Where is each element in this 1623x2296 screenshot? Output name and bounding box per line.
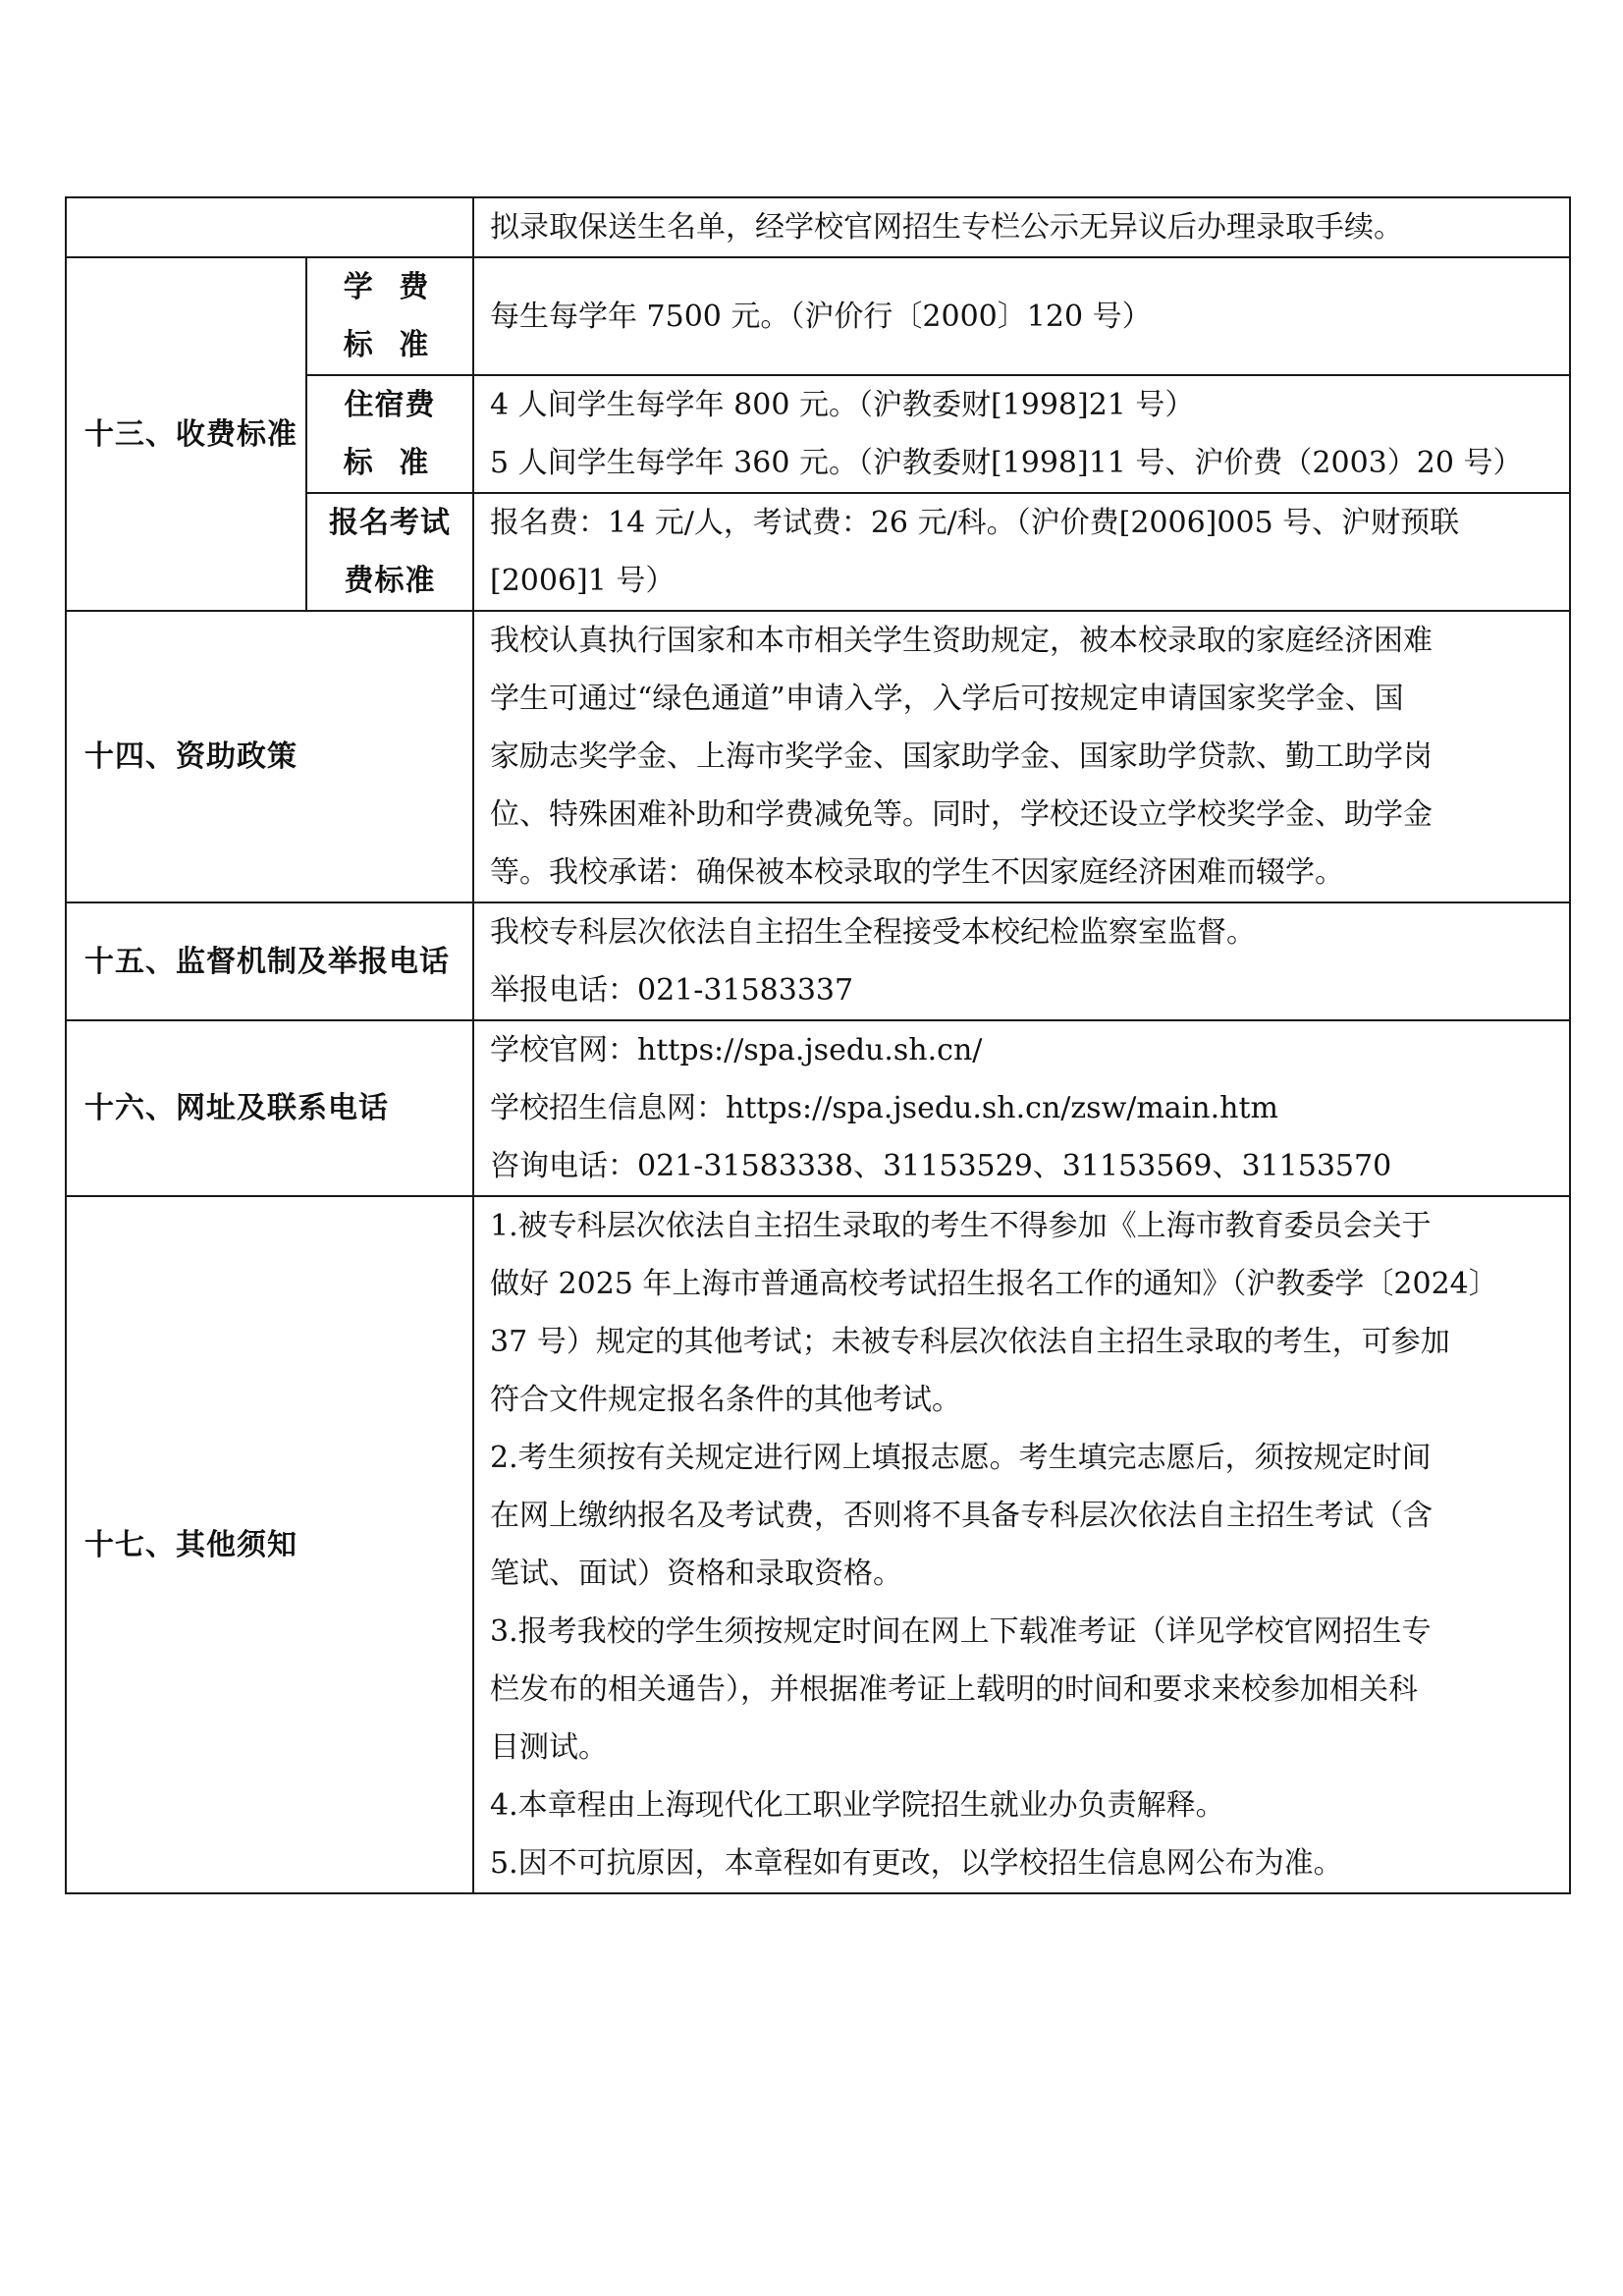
table-row-tuition bbox=[66, 257, 1570, 375]
official-site-link[interactable]: 学校官网：https://spa.jsedu.sh.cn/ bbox=[490, 1033, 983, 1067]
admissions-site-link[interactable]: 学校招生信息网：https://spa.jsedu.sh.cn/zsw/main.htm bbox=[490, 1091, 1278, 1125]
tuition-content: 每生每学年 7500 元。（沪价行〔2000〕120 号） bbox=[473, 257, 1570, 375]
exam-fee-label: 报名考试 费标准 bbox=[306, 493, 473, 611]
supervision-content: 我校专科层次依法自主招生全程接受本校纪检监察室监督。 举报电话：021-31583337 bbox=[473, 902, 1570, 1020]
section-14-label: 十四、资助政策 bbox=[66, 611, 473, 902]
previous-row-content: 拟录取保送生名单，经学校官网招生专栏公示无异议后办理录取手续。 bbox=[473, 197, 1570, 257]
table-row-contacts bbox=[66, 1020, 1570, 1196]
tuition-label: 学 费 标 准 bbox=[306, 257, 473, 375]
contacts-content bbox=[473, 1020, 1570, 1196]
lodging-label: 住宿费 标 准 bbox=[306, 375, 473, 493]
section-13-label: 十三、收费标准 bbox=[66, 257, 306, 611]
section-17-label: 十七、其他须知 bbox=[66, 1196, 473, 1893]
table-row-supervision bbox=[66, 902, 1570, 1020]
section-16-label: 十六、网址及联系电话 bbox=[66, 1020, 473, 1196]
consult-phone: 咨询电话：021-31583338、31153529、31153569、31153570 bbox=[490, 1149, 1392, 1183]
admission-info-table bbox=[65, 196, 1571, 1894]
section-15-label: 十五、监督机制及举报电话 bbox=[66, 902, 473, 1020]
table-row-financial-aid bbox=[66, 611, 1570, 902]
table-row-previous bbox=[66, 197, 1570, 257]
other-notes-content: 1.被专科层次依法自主招生录取的考生不得参加《上海市教育委员会关于 做好 2025 年上海市普通高校考试招生报名工作的通知》（沪教委学〔2024〕 37 号）规定的其他考试；未被专科层次依法自主招生录取的考生，可参加 符合文件规定报名条件的其他考试。 2.考生须按有关规定进行网上填报志愿。考生填完志愿后，须按规定时间 在网上缴纳报名及考试费，否则将不具备专科层次依法自主招生考试（含 笔试、面试）资格和录取资格。 3.报考我校的学生须按规定时间在网上下载准考证（详见学校官网招生专 栏发布的相关通告），并根据准考证上载明的时间和要求来校参加相关科 目测试。 4.本章程由上海现代化工职业学院招生就业办负责解释。 5.因不可抗原因，本章程如有更改，以学校招生信息网公布为准。 bbox=[473, 1196, 1570, 1893]
lodging-content: 4 人间学生每学年 800 元。（沪教委财[1998]21 号） 5 人间学生每学年 360 元。（沪教委财[1998]11 号、沪价费（2003）20 号） bbox=[473, 375, 1570, 493]
financial-aid-content: 我校认真执行国家和本市相关学生资助规定，被本校录取的家庭经济困难 学生可通过“绿色通道”申请入学，入学后可按规定申请国家奖学金、国 家励志奖学金、上海市奖学金、国家助学金、国家助学贷款、勤工助学岗 位、特殊困难补助和学费减免等。同时，学校还设立学校奖学金、助学金 等。我校承诺：确保被本校录取的学生不因家庭经济困难而辍学。 bbox=[473, 611, 1570, 902]
empty-label-cell bbox=[66, 197, 473, 257]
exam-fee-content: 报名费：14 元/人，考试费：26 元/科。（沪价费[2006]005 号、沪财预联 [2006]1 号） bbox=[473, 493, 1570, 611]
table-row-other-notes bbox=[66, 1196, 1570, 1893]
